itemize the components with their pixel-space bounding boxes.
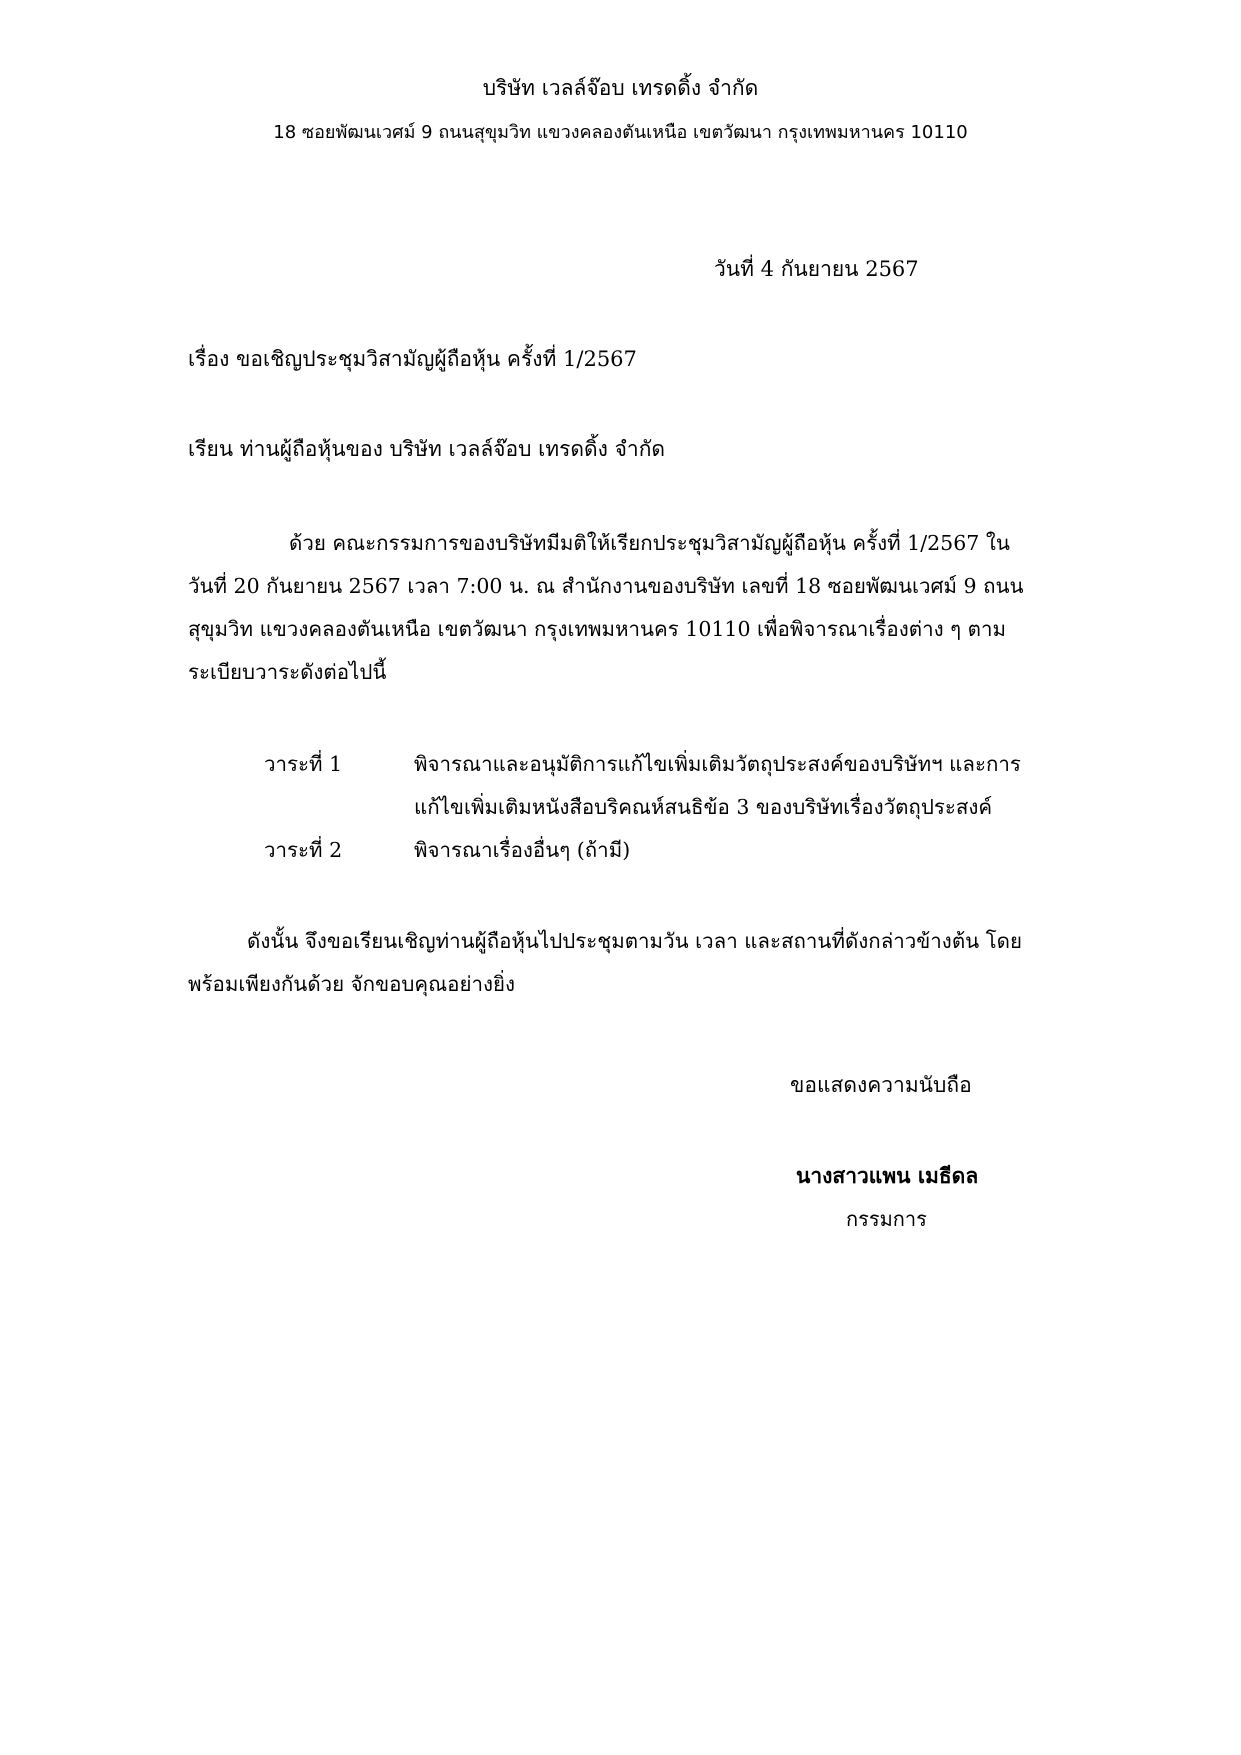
agenda-text: พิจารณาและอนุมัติการแก้ไขเพิ่มเติมวัตถุประสงค์ของบริษัทฯ และการ [414,752,1021,776]
agenda-label: วาระที่ 2 [264,838,343,862]
company-address: 18 ซอยพัฒนเวศม์ 9 ถนนสุขุมวิท แขวงคลองตันเหนือ เขตวัฒนา กรุงเทพมหานคร 10110 [273,122,968,143]
conclusion-line: พร้อมเพียงกันด้วย จักขอบคุณอย่างยิ่ง [188,972,516,996]
body-line: ระเบียบวาระดังต่อไปนี้ [188,660,387,684]
agenda-text: พิจารณาเรื่องอื่นๆ (ถ้ามี) [414,838,631,862]
letter-recipient: เรียน ท่านผู้ถือหุ้นของ บริษัท เวลล์จ๊อบ เทรดดิ้ง จำกัด [188,437,666,461]
signer-name: นางสาวแพน เมธีดล [796,1163,979,1188]
letter-date: วันที่ 4 กันยายน 2567 [714,257,919,281]
conclusion-line: ดังนั้น จึงขอเรียนเชิญท่านผู้ถือหุ้นไปประชุมตามวัน เวลา และสถานที่ดังกล่าวข้างต้น โดย [247,929,1022,953]
agenda-label: วาระที่ 1 [264,752,343,776]
body-line: สุขุมวิท แขวงคลองตันเหนือ เขตวัฒนา กรุงเทพมหานคร 10110 เพื่อพิจารณาเรื่องต่าง ๆ ตาม [188,617,1006,641]
body-line: วันที่ 20 กันยายน 2567 เวลา 7:00 น. ณ สำนักงานของบริษัท เลขที่ 18 ซอยพัฒนเวศม์ 9 ถนน [188,574,1024,598]
company-name: บริษัท เวลล์จ๊อบ เทรดดิ้ง จำกัด [482,76,759,100]
body-line: ด้วย คณะกรรมการของบริษัทมีมติให้เรียกประชุมวิสามัญผู้ถือหุ้น ครั้งที่ 1/2567 ใน [289,531,1010,555]
closing-text: ขอแสดงความนับถือ [790,1073,972,1097]
agenda-text: แก้ไขเพิ่มเติมหนังสือบริคณห์สนธิข้อ 3 ของบริษัทเรื่องวัตถุประสงค์ [414,795,993,819]
signer-title: กรรมการ [846,1207,927,1231]
letter-subject: เรื่อง ขอเชิญประชุมวิสามัญผู้ถือหุ้น ครั้งที่ 1/2567 [188,347,637,371]
